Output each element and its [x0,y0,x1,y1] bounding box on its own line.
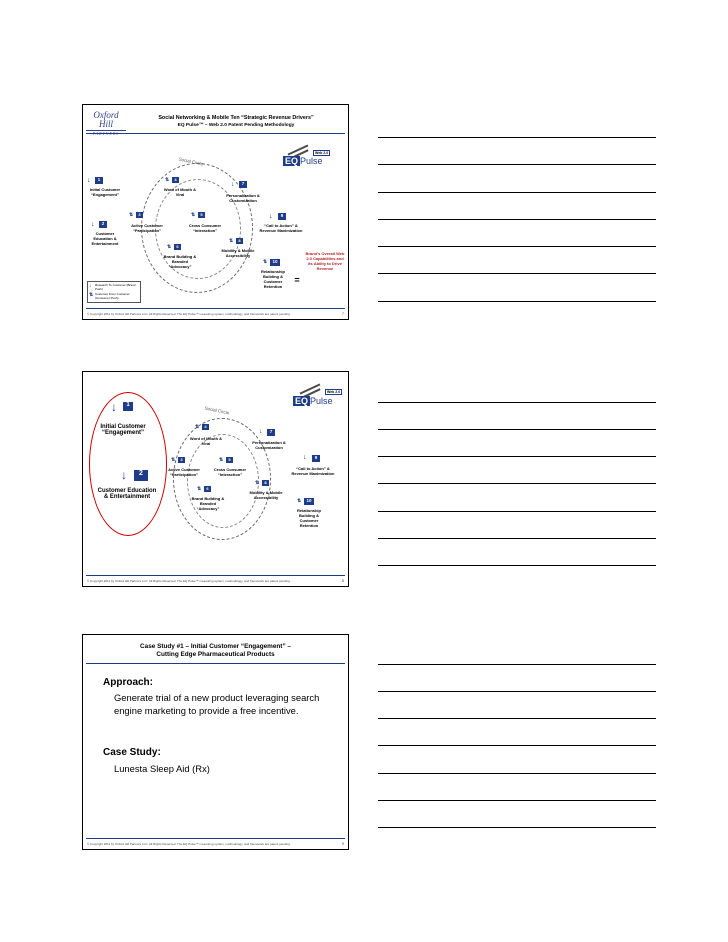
note-line [378,565,656,566]
copyright-notice: © Copyright 2011 by Oxford Hill Partners LLC. All Rights Reserved. The EQ Pulse™ measuring system, methodology, and framework are patent pending. [87,842,291,846]
note-line [378,664,656,665]
note-line [378,800,656,801]
node-7-label: Personalization & Customization [252,440,286,450]
slide-1 [82,104,349,320]
case-study-text: Lunesta Sleep Aid (Rx) [114,763,210,774]
pulse-mark: Pulse [300,156,323,166]
note-line [378,402,656,403]
node-9-label: “Call to Action” & Revenue Maximization [259,223,303,233]
node-2-label: Customer Education & Entertainment [97,488,157,500]
note-line [378,192,656,193]
copyright-notice: © Copyright 2011 by Oxford Hill Partners LLC. All Rights Reserved. The EQ Pulse™ measuring system, methodology, and framework are patent pending. [87,579,291,583]
note-line [378,718,656,719]
oxford-hill-logo: Oxford Hill PARTNERS [86,111,126,129]
node-9-label: “Call to Action” & Revenue Maximization [291,466,335,476]
note-line [378,429,656,430]
updown-arrow-icon: ⇅ [171,457,176,463]
slide-title-line-2: Cutting Edge Pharmaceutical Products [156,651,275,658]
node-2-number: 2 [134,470,148,481]
updown-arrow-icon: ⇅ [255,480,260,486]
note-line [378,273,656,274]
slide-2 [82,371,349,587]
updown-arrow-icon: ⇅ [167,244,172,250]
slide-3 [82,634,349,850]
updown-arrow-icon: ⇅ [297,498,302,504]
node-1-label: Initial Customer “Engagement” [89,187,121,197]
node-6-label: Brand Building & Branded “Advocacy” [163,254,197,269]
node-5-label: Cross Consumer “Interaction” [213,467,247,477]
down-arrow-icon: ↓ [121,468,127,482]
pulse-mark: Pulse [310,396,333,406]
down-arrow-icon: ↓ [91,221,95,228]
node-9-number: 9 [312,455,320,462]
legend [87,281,141,303]
node-6-number: 6 [174,244,181,250]
note-line [378,164,656,165]
note-line [378,773,656,774]
node-3-label: Active Customer “Participation” [168,467,200,477]
slide-title: Social Networking & Mobile Ten “Strategic Revenue Drivers” [158,115,314,121]
note-line [378,456,656,457]
node-7-number: 7 [267,429,275,436]
footer-divider [86,838,345,839]
node-4-number: 4 [202,424,209,430]
node-7-number: 7 [239,181,247,188]
page-number: 8 [342,579,344,583]
node-10-label: Relationship Building & Customer Retention [296,508,321,528]
updown-arrow-icon: ⇅ [229,238,234,244]
node-10-number: 10 [304,498,314,505]
note-line [378,137,656,138]
node-10-label: Relationship Building & Customer Retention [260,269,285,289]
equals-sign: = [294,275,300,285]
node-1-label: Initial Customer “Engagement” [100,424,146,436]
note-line [378,827,656,828]
node-4-label: Word of Mouth & Viral [163,187,197,197]
legend-item-1: Research To Customer (Brand Push) [95,283,136,291]
node-3-label: Active Customer “Participation” [131,223,163,233]
case-study-heading: Case Study: [103,747,161,758]
eq-pulse-logo [291,380,347,410]
slide-subtitle: EQ Pulse™ – Web 2.0 Patent Pending Methodology [177,123,295,128]
header-divider [86,663,345,664]
node-4-label: Word of Mouth & Viral [189,436,223,446]
footer-divider [86,308,345,309]
down-arrow-icon: ↓ [231,181,235,188]
note-line [378,483,656,484]
updown-arrow-icon: ⇅ [129,212,134,218]
page-number: 7 [342,312,344,316]
down-arrow-icon: ↓ [269,213,273,220]
updown-arrow-icon: ⇅ [219,457,224,463]
social-circle-label: Social Circle [178,156,204,167]
down-arrow-icon: ↓ [89,283,92,289]
updown-arrow-icon: ⇅ [197,486,202,492]
page-number: 9 [342,842,344,846]
approach-text: Generate trial of a new product leveraging search engine marketing to provide a free incentive. [114,692,320,716]
note-line [378,301,656,302]
node-8-label: Mobility & Mobile Accessibility [221,248,255,258]
updown-arrow-icon: ⇅ [191,212,196,218]
node-8-number: 8 [262,480,269,486]
node-7-label: Personalization & Customization [226,193,260,203]
eq-mark: EQ [285,156,299,166]
approach-heading: Approach: [103,677,153,688]
node-9-number: 9 [278,213,286,220]
updown-arrow-icon: ⇅ [263,259,268,265]
slide-title-line-1: Case Study #1 – Initial Customer “Engagement” – [140,643,291,650]
web20-badge: Web 2.0 [327,390,341,394]
node-3-number: 3 [178,457,185,463]
down-arrow-icon: ↓ [259,428,263,435]
legend-item-2: Customer From Customer (Consumer Push) [95,292,130,300]
footer-divider [86,575,345,576]
node-2-number: 2 [99,221,107,228]
copyright-notice: © Copyright 2011 by Oxford Hill Partners LLC. All Rights Reserved. The EQ Pulse™ measuring system, methodology, and framework are patent pending. [87,312,291,316]
note-line [378,219,656,220]
updown-arrow-icon: ⇅ [165,177,170,183]
node-3-number: 3 [136,212,143,218]
note-line [378,745,656,746]
note-line [378,538,656,539]
node-10-number: 10 [270,259,280,266]
note-line [378,246,656,247]
eq-mark: EQ [295,396,309,406]
node-8-label: Mobility & Mobile Accessibility [249,490,283,500]
node-5-number: 5 [226,457,233,463]
node-2-label: Customer Education & Entertainment [91,231,119,246]
down-arrow-icon: ↓ [111,400,117,414]
result-statement: Brand’s Overall Web 2.0 Capabilities and its Ability to Drive Revenue [305,251,345,271]
eq-pulse-logo [279,141,339,169]
node-5-label: Cross Consumer “Interaction” [188,223,222,233]
node-1-number: 1 [123,402,133,411]
node-6-label: Brand Building & Branded “Advocacy” [191,496,225,511]
note-line [378,511,656,512]
updown-arrow-icon: ⇅ [89,292,94,298]
node-1-number: 1 [95,177,103,184]
node-8-number: 8 [236,238,243,244]
note-line [378,691,656,692]
node-4-number: 4 [172,177,179,183]
updown-arrow-icon: ⇅ [195,424,200,430]
web20-badge: Web 2.0 [315,151,329,155]
node-5-number: 5 [198,212,205,218]
social-circle-label: Social Circle [204,405,230,416]
node-6-number: 6 [204,486,211,492]
down-arrow-icon: ↓ [87,177,91,184]
highlight-oval [89,392,167,536]
header-divider [86,133,345,134]
down-arrow-icon: ↓ [303,454,307,461]
